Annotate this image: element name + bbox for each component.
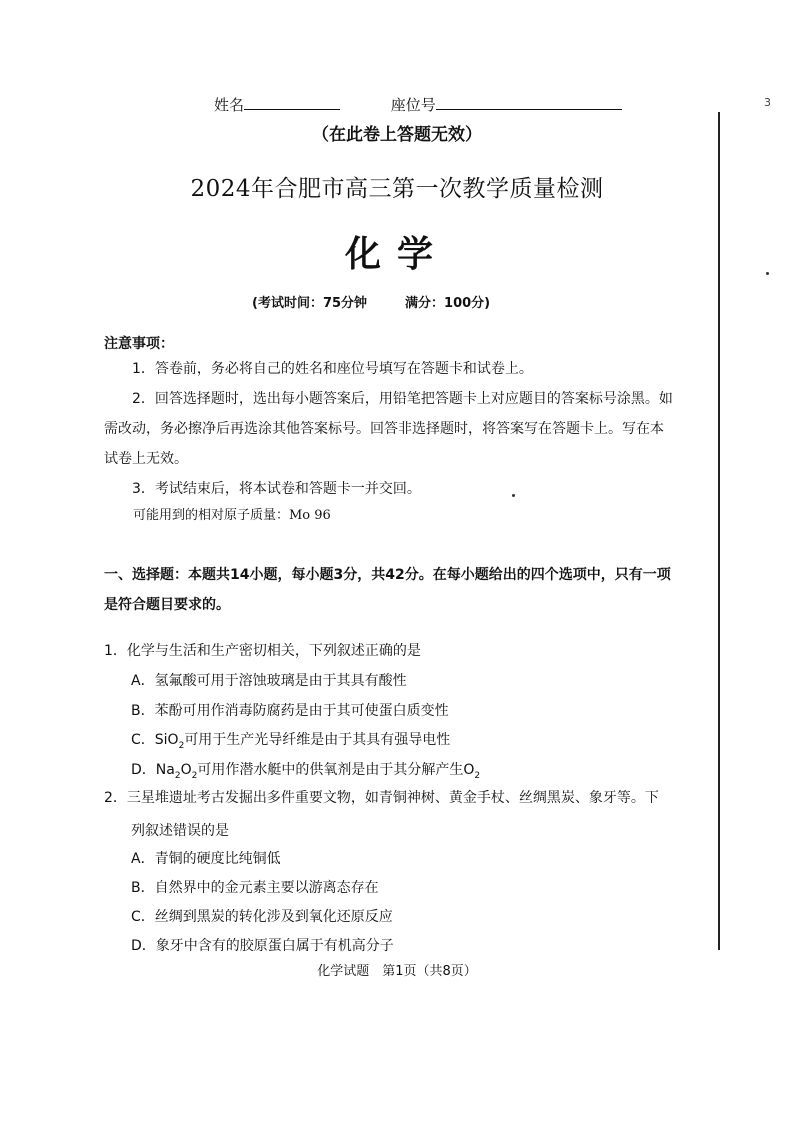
- page-footer: 化学试题 第1页（共8页）: [317, 964, 477, 979]
- q2-option-d: D．象牙中含有的胶原蛋白属于有机高分子: [131, 938, 394, 954]
- exam-title: 2024年合肥市高三第一次教学质量检测: [190, 176, 604, 202]
- invalid-notice: （在此卷上答题无效）: [312, 125, 482, 145]
- name-blank[interactable]: [244, 95, 340, 110]
- scan-speck: [512, 494, 515, 497]
- student-info-bar: [214, 94, 622, 115]
- q1-option-b: B．苯酚可用作消毒防腐药是由于其可使蛋白质变性: [131, 703, 449, 719]
- exam-info: [252, 292, 490, 311]
- question-2-stem-cont: 列叙述错误的是: [131, 823, 229, 839]
- q2-option-a: A．青铜的硬度比纯铜低: [131, 851, 281, 867]
- edge-page-mark: 3: [764, 96, 771, 109]
- atomic-mass-note: 可能用到的相对原子质量：Mo 96: [133, 508, 331, 523]
- question-stem: 1．化学与生活和生产密切相关，下列叙述正确的是: [104, 643, 421, 659]
- notes-list: [104, 354, 676, 504]
- q2-option-c: C．丝绸到黑炭的转化涉及到氧化还原反应: [131, 909, 393, 925]
- q1-option-d: D．$Na_2O_2$可用作潜水艇中的供氧剂是由于其分解产生$O_2$: [131, 762, 481, 781]
- note-item-2: 2．回答选择题时，选出每小题答案后，用铅笔把答题卡上对应题目的答案标号涂黑。如需改动，务必擦净后再选涂其他答案标号。回答非选择题时，将答案写在答题卡上。写在本试卷上无效。: [104, 391, 673, 467]
- question-1: [104, 636, 704, 666]
- scan-speck: [766, 272, 769, 275]
- seat-label: 座位号: [390, 96, 436, 114]
- q2-option-b: B．自然界中的金元素主要以游离态存在: [131, 880, 379, 896]
- note-item-3: 3．考试结束后，将本试卷和答题卡一并交回。: [132, 481, 421, 497]
- question-2: [104, 783, 704, 813]
- name-label: 姓名: [214, 96, 245, 114]
- subject-title: 化学: [344, 234, 449, 275]
- notes-heading: 注意事项：: [104, 336, 174, 352]
- section-heading: 一、选择题：本题共14小题，每小题3分，共42分。在每小题给出的四个选项中，只有一项是符合题目要求的。: [104, 567, 671, 613]
- question-stem: 2．三星堆遗址考古发掘出多件重要文物，如青铜神树、黄金手杖、丝绸黑炭、象牙等。下: [104, 790, 659, 806]
- full-score: 满分：100分): [405, 296, 491, 311]
- q1-option-c: C．SiO$_2$可用于生产光导纤维是由于其具有强导电性: [131, 732, 451, 751]
- note-item-1: 1．答卷前，务必将自己的姓名和座位号填写在答题卡和试卷上。: [132, 361, 533, 377]
- exam-time: (考试时间：75分钟: [252, 296, 368, 311]
- q1-option-a: A．氢氟酸可用于溶蚀玻璃是由于其具有酸性: [131, 673, 407, 689]
- seat-blank[interactable]: [436, 95, 622, 110]
